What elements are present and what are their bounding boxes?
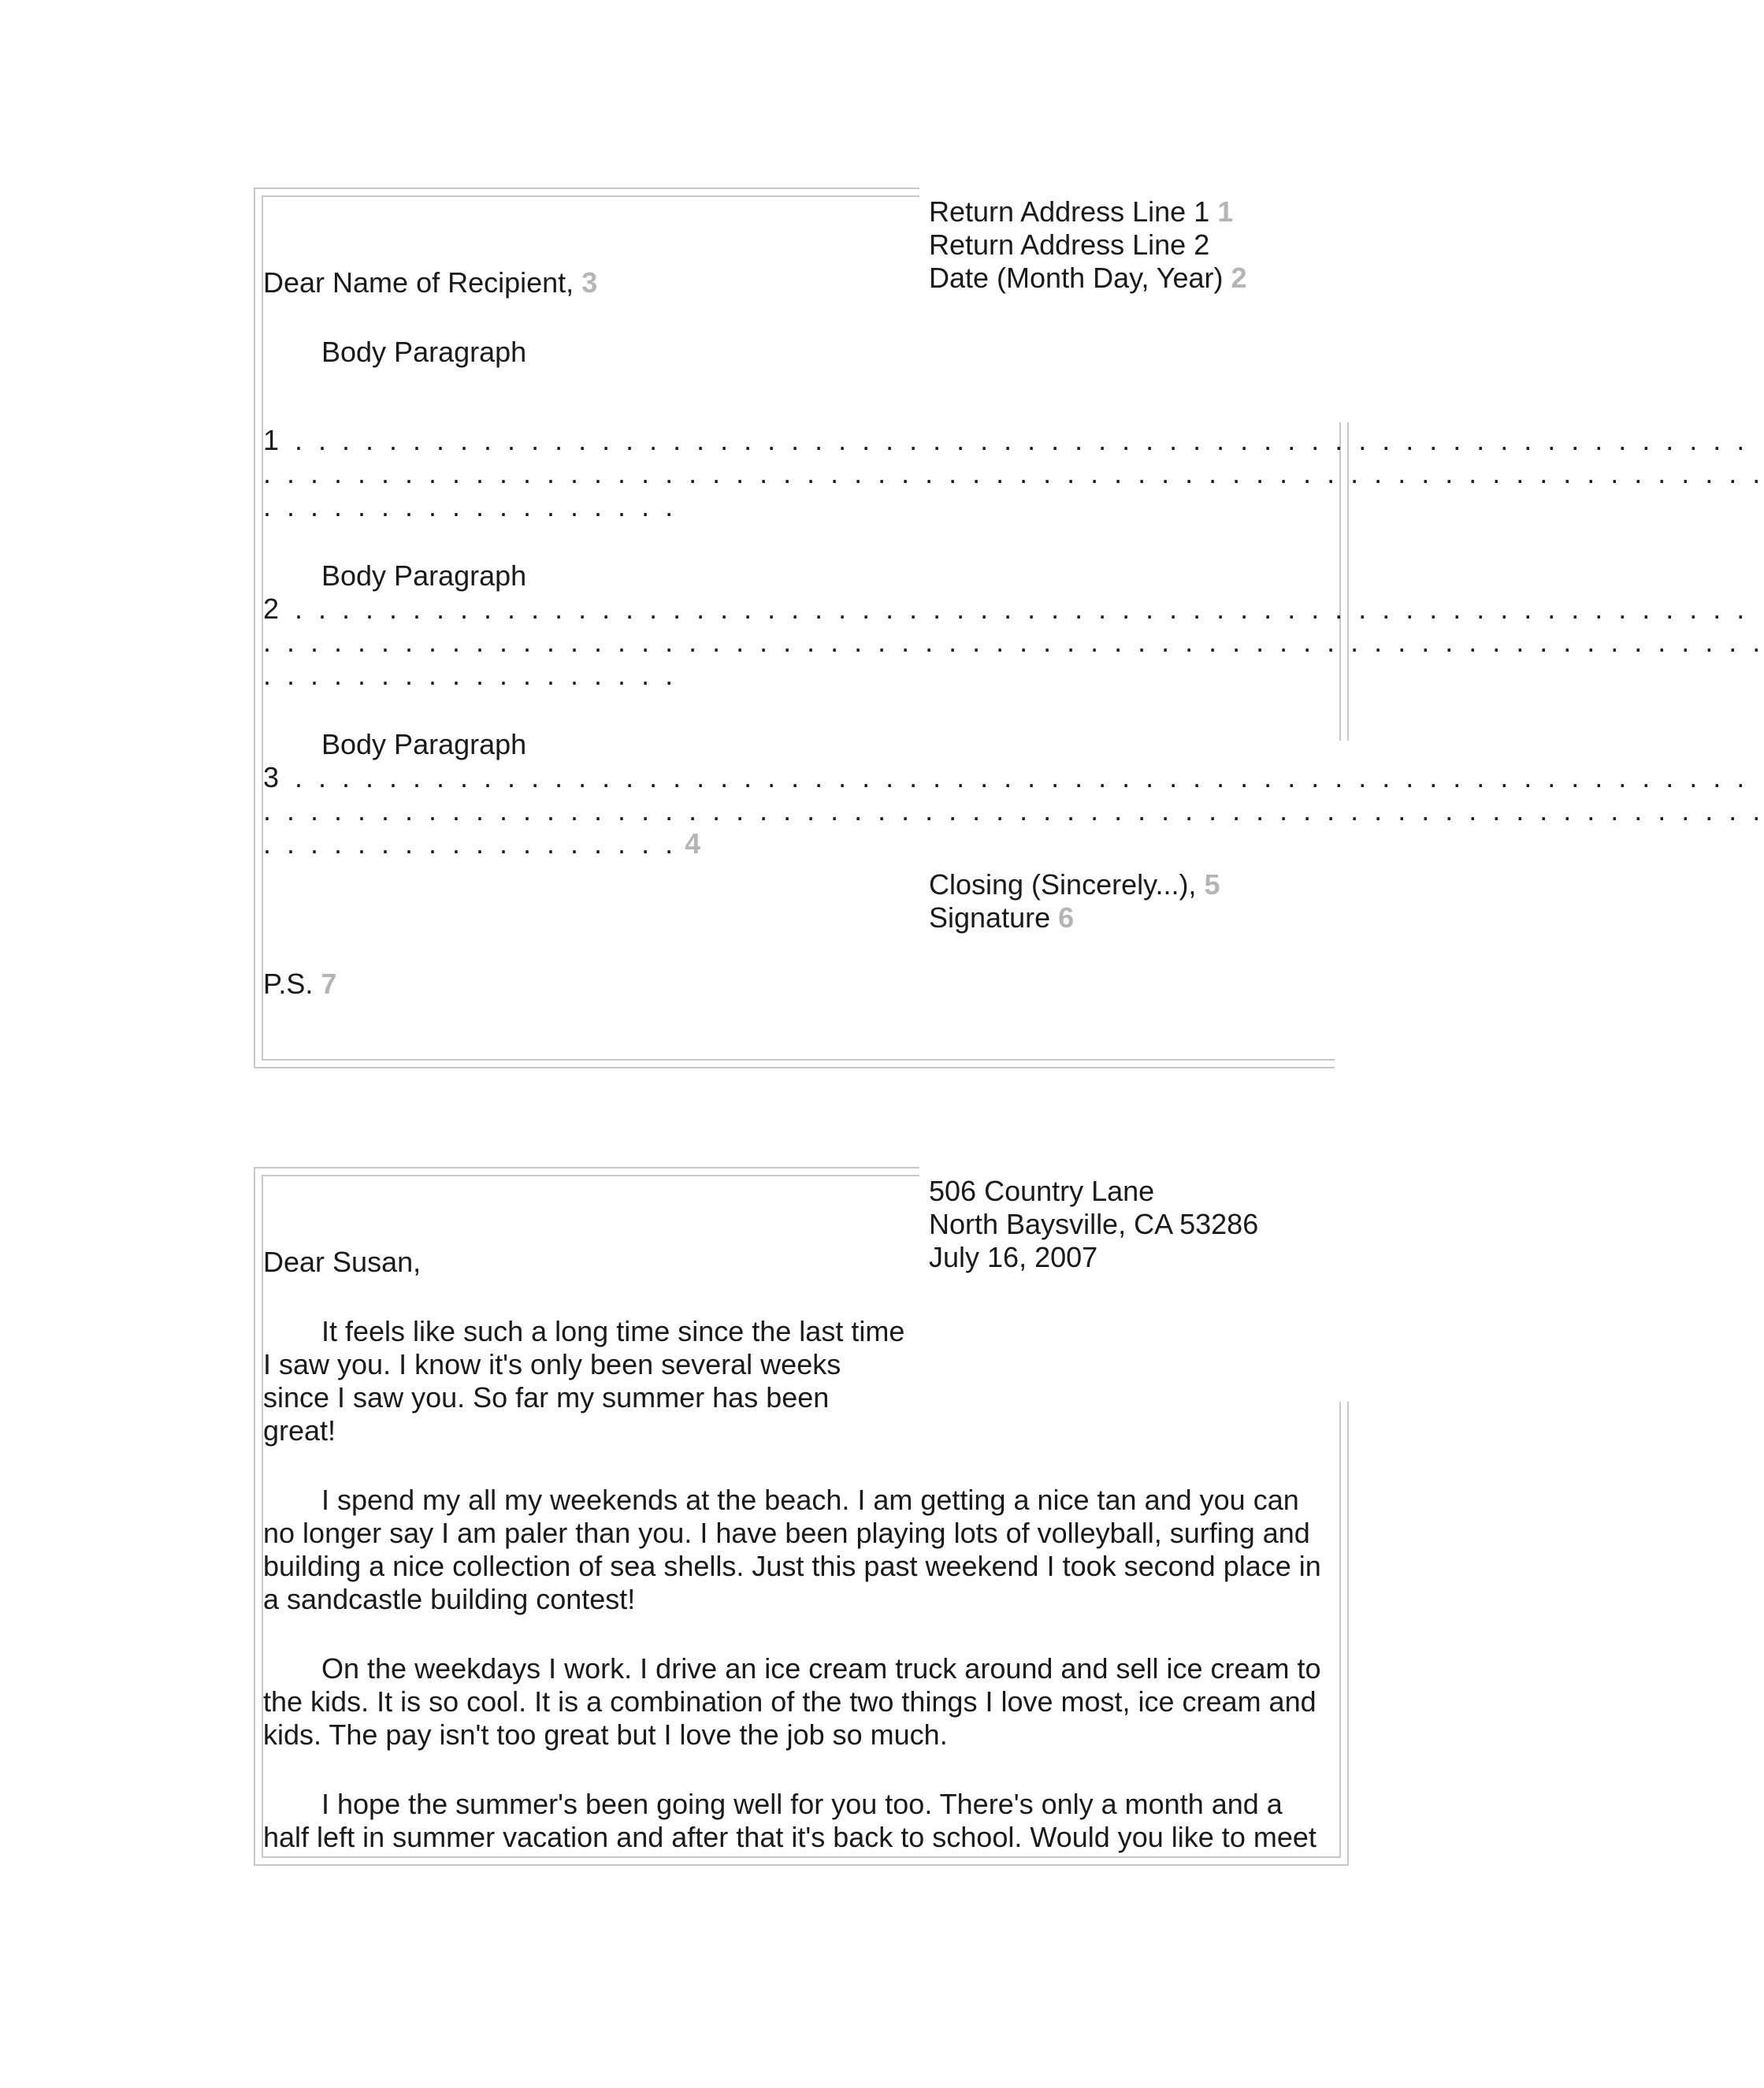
closing-line: Closing (Sincerely...), 5: [929, 868, 1220, 901]
example-letter-frame: [254, 1167, 1349, 1866]
body-paragraph-label-3: Body Paragraph: [321, 728, 527, 760]
body-paragraph-3-dots-start: 3 . . . . . . . . . . . . . . . . . . . . . . . . . . . . . . . . . . . . . . . . . . . . . . . . . . . . . . . . . . . . . .: [263, 761, 1749, 793]
example-paragraph-2-line: building a nice collection of sea shells. Just this past weekend I took second place in: [263, 1550, 1321, 1582]
marker-4: 4: [685, 827, 701, 860]
marker-7: 7: [321, 968, 337, 1000]
example-address-line-2: North Baysville, CA 53286: [929, 1208, 1259, 1240]
example-paragraph-2-line: no longer say I am paler than you. I have been playing lots of volleyball, surfing and: [263, 1517, 1310, 1549]
example-paragraph-3-line: On the weekdays I work. I drive an ice cream truck around and sell ice cream to: [321, 1652, 1321, 1685]
example-letter-content: [263, 1168, 1342, 1864]
date-line: Date (Month Day, Year) 2: [929, 262, 1247, 294]
example-paragraph-1-line: It feels like such a long time since the last time: [321, 1315, 905, 1347]
marker-3: 3: [581, 266, 598, 299]
example-paragraph-1-line: since I saw you. So far my summer has been: [263, 1381, 830, 1414]
ps-line: P.S. 7: [263, 968, 337, 1000]
example-paragraph-3-line: kids. The pay isn't too great but I love the job so much.: [263, 1718, 948, 1751]
example-paragraph-2-line: a sandcastle building contest!: [263, 1583, 636, 1615]
example-date: July 16, 2007: [929, 1241, 1098, 1273]
template-letter-content: [263, 189, 1764, 1067]
body-paragraph-label-1: Body Paragraph: [321, 336, 527, 368]
return-address-line-1: Return Address Line 1 1: [929, 195, 1234, 228]
example-paragraph-4-line: half left in summer vacation and after that it's back to school. Would you like to meet: [263, 1821, 1317, 1853]
body-paragraph-2-dots-start: 2 . . . . . . . . . . . . . . . . . . . . . . . . . . . . . . . . . . . . . . . . . . . . . . . . . . . . . . . . . . . . . .: [263, 593, 1749, 625]
body-paragraph-1-dots-end: . . . . . . . . . . . . . . . . . .: [263, 490, 678, 522]
signature-line: Signature 6: [929, 901, 1075, 934]
example-paragraph-1-line: I saw you. I know it's only been several weeks: [263, 1348, 841, 1380]
salutation: Dear Name of Recipient, 3: [263, 266, 598, 299]
example-paragraph-4-line: I hope the summer's been going well for you too. There's only a month and a: [321, 1788, 1283, 1820]
body-paragraph-3-dots-mid: . . . . . . . . . . . . . . . . . . . . . . . . . . . . . . . . . . . . . . . . . . . . . . . . . . . . . . . . . . . . . . . .: [263, 794, 1764, 827]
return-address-line-2: Return Address Line 2: [929, 228, 1210, 261]
body-paragraph-3-dots-end-line: . . . . . . . . . . . . . . . . . . 4: [263, 827, 701, 860]
body-paragraph-1-dots-start: 1 . . . . . . . . . . . . . . . . . . . . . . . . . . . . . . . . . . . . . . . . . . . . . . . . . . . . . . . . . . . . . .: [263, 424, 1749, 456]
body-paragraph-2-dots-mid: . . . . . . . . . . . . . . . . . . . . . . . . . . . . . . . . . . . . . . . . . . . . . . . . . . . . . . . . . . . . . . . .: [263, 626, 1764, 658]
example-paragraph-3-line: the kids. It is so cool. It is a combination of the two things I love most, ice cream and: [263, 1685, 1317, 1718]
body-paragraph-2-dots-end: . . . . . . . . . . . . . . . . . .: [263, 659, 678, 691]
example-paragraph-1-line: great!: [263, 1414, 336, 1447]
example-address-line-1: 506 Country Lane: [929, 1175, 1155, 1207]
marker-2: 2: [1231, 262, 1247, 294]
body-paragraph-1-dots-mid: . . . . . . . . . . . . . . . . . . . . . . . . . . . . . . . . . . . . . . . . . . . . . . . . . . . . . . . . . . . . . . . .: [263, 457, 1764, 489]
example-paragraph-2-line: I spend my all my weekends at the beach. I am getting a nice tan and you can: [321, 1484, 1299, 1516]
template-letter-frame: [254, 188, 1764, 1068]
marker-5: 5: [1204, 868, 1220, 901]
example-salutation: Dear Susan,: [263, 1246, 422, 1278]
marker-1: 1: [1217, 195, 1234, 228]
marker-6: 6: [1058, 901, 1075, 934]
body-paragraph-label-2: Body Paragraph: [321, 559, 527, 592]
